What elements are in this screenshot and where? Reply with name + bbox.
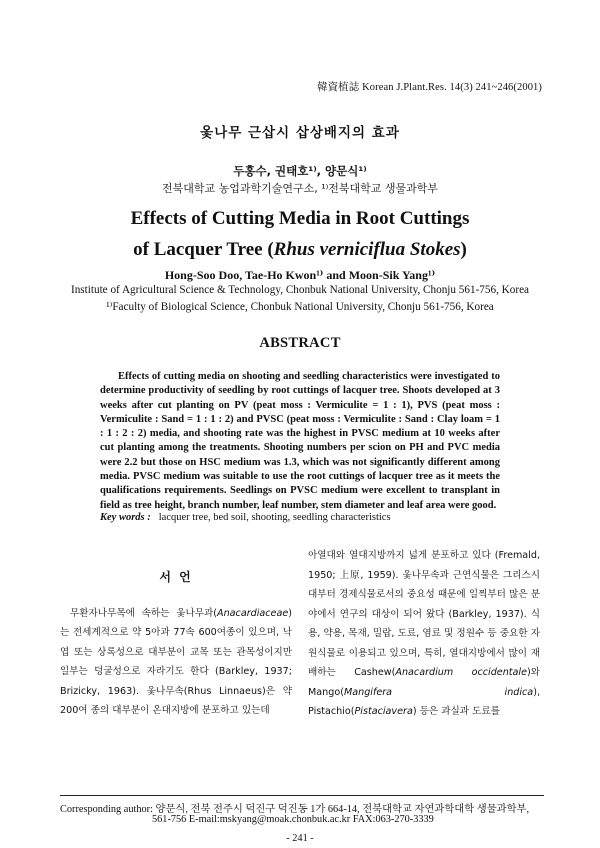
introduction-heading: 서 언 bbox=[159, 570, 193, 584]
abstract-heading: ABSTRACT bbox=[259, 335, 341, 351]
corresponding-author-line2: 561-756 E-mail:mskyang@moak.chonbuk.ac.kr FAX:063-270-3339 bbox=[152, 814, 434, 825]
corresponding-author-line1: Corresponding author: 양문식, 전북 전주시 덕진구 덕진동 1가 664-14, 전북대학교 자연과학대학 생물과학부, bbox=[60, 804, 530, 815]
keywords-label: Key words : bbox=[100, 512, 151, 523]
english-authors: Hong-Soo Doo, Tae-Ho Kwon¹⁾ and Moon-Sik Yang¹⁾ bbox=[164, 268, 436, 282]
journal-citation: 韓資植誌 Korean J.Plant.Res. 14(3) 241~246(2001) bbox=[316, 82, 542, 93]
english-affiliation-1: Institute of Agricultural Science & Technology, Chonbuk National University, Chonju 561-756, Korea bbox=[70, 284, 530, 296]
korean-authors: 두홍수, 권태호¹⁾, 양문식¹⁾ bbox=[233, 164, 367, 178]
keywords-list: lacquer tree, bed soil, shooting, seedling characteristics bbox=[158, 512, 391, 523]
korean-affiliation: 전북대학교 농업과학기술연구소, ¹⁾전북대학교 생물과학부 bbox=[161, 182, 439, 195]
left-column bbox=[60, 546, 292, 721]
right-column bbox=[308, 546, 540, 722]
keywords-line bbox=[100, 512, 391, 523]
english-affiliation-2: ¹⁾Faculty of Biological Science, Chonbuk National University, Chonju 561-756, Korea bbox=[106, 301, 494, 313]
footnote-divider bbox=[60, 795, 544, 796]
page-number: - 241 - bbox=[286, 833, 314, 844]
english-title-line1: Effects of Cutting Media in Root Cuttings bbox=[130, 208, 470, 229]
left-column-paragraph: 무환자나무목에 속하는 옻나무과(Anacardiaceae)는 전세계적으로 약 5아과 77속 600여종이 있으며, 낙엽 또는 상록성으로 대부분이 교목 또는 관목성이지만 일부는 덩굴성으로 자라기도 한다 (Barkley, 1937; Brizicky, 1963). 옻나무속(Rhus Linnaeus)은 약 200여 종의 대부분이 온대지방에 분포하고 있는데 bbox=[60, 607, 292, 716]
right-column-paragraph: 아열대와 열대지방까지 넓게 분포하고 있다 (Fremald, 1950; 上原, 1959). 옻나무속과 근연식물은 그리스시대부터 경제식물로서의 중요성 때문에 일찍부터 많은 분야에서 연구의 대상이 되어 왔다 (Barkley, 1937). 식용, 약용, 목재, 밀랍, 도료, 염료 및 정원수 등 중요한 자원식물로 이용되고 있으며, 특히, 열대지방에서 많이 재배하는 Cashew(Anacardium occidentale)와 Mango(Mangifera indica), Pistachio(Pistaciavera) 등은 과실과 도료를 bbox=[308, 550, 540, 717]
korean-title: 옻나무 근삽시 삽상배지의 효과 bbox=[200, 125, 400, 141]
english-title-line2: of Lacquer Tree (Rhus verniciflua Stokes) bbox=[133, 239, 467, 260]
abstract-body bbox=[100, 370, 500, 513]
abstract-paragraph: Effects of cutting media on shooting and seedling characteristics were investigated to determine productivity of seedling by root cuttings of lacquer tree. Shoots developed at 3 weeks after cut planting on PV (peat moss : Vermiculite = 1 : 1), PVS (peat moss : Vermiculite : Sand = 1 : 1 : 2) and PVSC (peat moss : Vermiculite : Sand : Clay loam = 1 : 1 : 2 : 2) media, and shooting rate was the highest in PVSC medium at 10 weeks after cut planting among the treatments. Shooting numbers per scion on PH and PVC media were 2.2 but those on HSC medium was 1.3, which was not significantly different among media. PVSC medium was suitable to use the root cuttings of lacquer tree as it meets the qualifications requirements. Seedlings on PVSC medium were excellent to transplant in field as tree height, branch number, leaf number, stem diameter and leaf area were good. bbox=[100, 371, 500, 511]
